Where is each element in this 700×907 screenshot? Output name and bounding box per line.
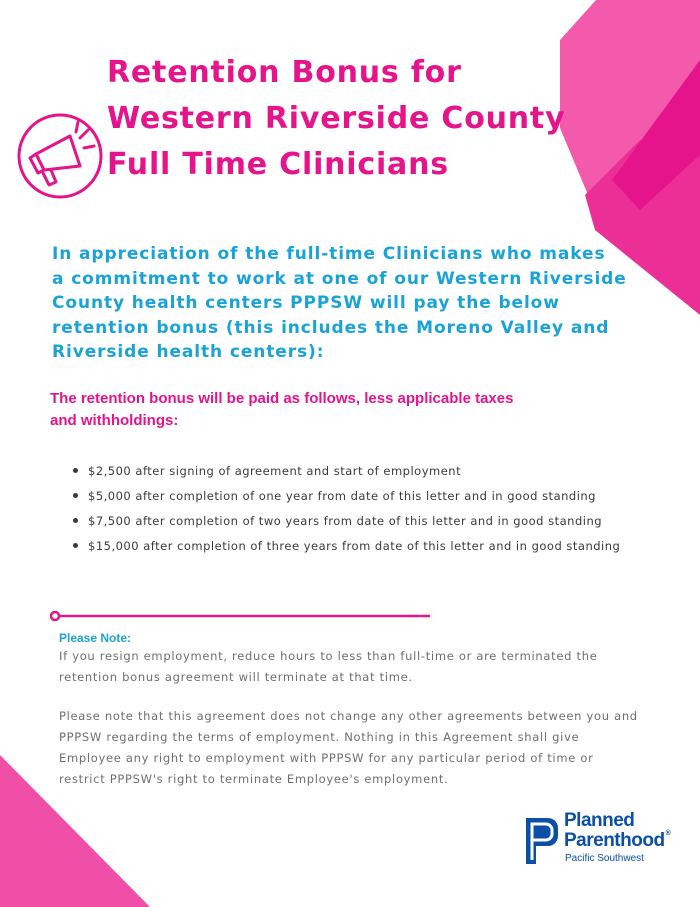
title-line: Full Time Clinicians: [107, 147, 449, 182]
intro-line: retention bonus (this includes the Moreno Valley and: [52, 317, 610, 338]
list-item: $5,000 after completion of one year from date of this letter and in good standing: [72, 485, 620, 510]
title-line: Western Riverside County: [107, 101, 566, 136]
list-item: $15,000 after completion of three years from date of this letter and in good standing: [72, 535, 620, 560]
note-line: retention bonus agreement will terminate at that time.: [59, 670, 413, 684]
title-line: Retention Bonus for: [107, 55, 462, 90]
disclaimer-line: Please note that this agreement does not change any other agreements between you and: [59, 709, 638, 723]
page-title: [107, 50, 667, 188]
intro-line: Riverside health centers):: [52, 342, 325, 362]
note-paragraph: [59, 646, 679, 688]
disclaimer-line: Employee any right to employment with PPPSW for any particular period of time or: [59, 751, 594, 765]
registered-mark: ®: [665, 830, 671, 837]
bonus-schedule-list: [72, 460, 620, 560]
megaphone-icon: [16, 112, 104, 200]
section-divider: [48, 609, 433, 623]
intro-line: a commitment to work at one of our Western Riverside: [52, 268, 627, 289]
note-line: If you resign employment, reduce hours to less than full-time or are terminated the: [59, 649, 598, 663]
payment-subheading: [50, 388, 590, 432]
intro-line: In appreciation of the full-time Clinicians who makes: [52, 244, 606, 264]
disclaimer-paragraph: [59, 706, 679, 790]
logo-text-planned: Planned: [564, 810, 635, 831]
intro-paragraph: [52, 242, 662, 365]
list-item: $7,500 after completion of two years from date of this letter and in good standing: [72, 510, 620, 535]
planned-parenthood-logo: [522, 812, 692, 870]
logo-text-region: Pacific Southwest: [565, 853, 644, 864]
intro-line: County health centers PPPSW will pay the below: [52, 293, 560, 313]
logo-text-parenthood: [564, 830, 670, 852]
list-item: $2,500 after signing of agreement and start of employment: [72, 460, 620, 485]
disclaimer-line: PPPSW regarding the terms of employment. Nothing in this Agreement shall give: [59, 730, 580, 744]
subheading-line: The retention bonus will be paid as follows, less applicable taxes: [50, 390, 514, 407]
subheading-line: and withholdings:: [50, 412, 179, 429]
planned-parenthood-p-icon: [522, 814, 560, 866]
logo-parenthood-word: Parenthood: [564, 830, 665, 851]
note-label: Please Note:: [59, 631, 132, 645]
disclaimer-line: restrict PPPSW's right to terminate Employee's employment.: [59, 772, 449, 786]
